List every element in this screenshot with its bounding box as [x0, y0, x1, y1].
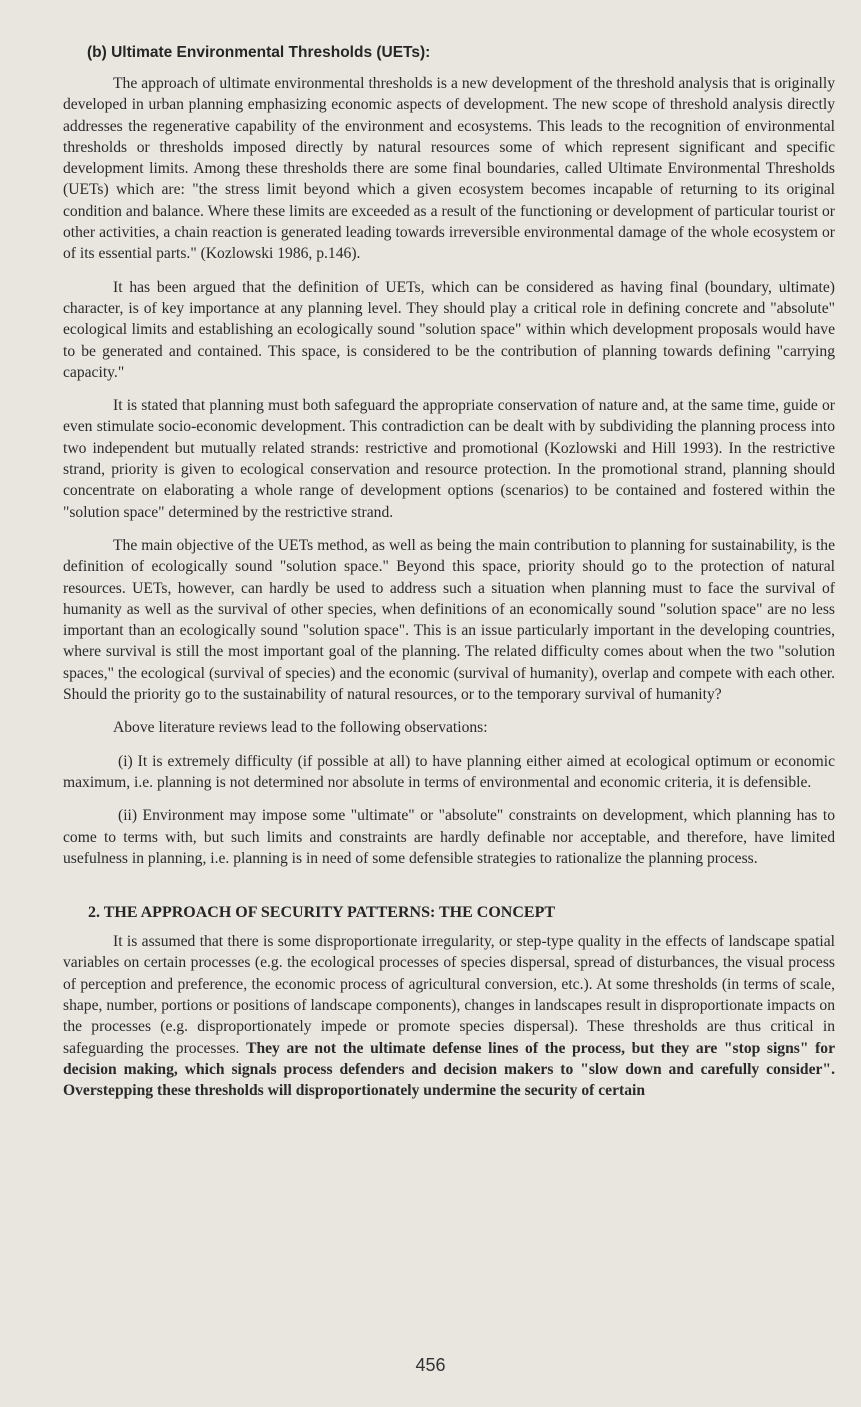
observation-i: (i) It is extremely difficulty (if possible at all) to have planning either aimed at ecological optimum or economic maximum, i.e. planning is not determined nor absolute in terms of environmental and economic criteria, it is defensible.: [63, 752, 835, 791]
paragraph-uets-approach: The approach of ultimate environmental thresholds is a new development of the threshold analysis that is originally developed in urban planning emphasizing economic aspects of development. The new scope of threshold analysis directly addresses the regenerative capability of the environment and ecosystems. This leads to the recognition of environmental thresholds or thresholds imposed directly by natural resources some of which represent significant and specific development limits. Among these thresholds there are some final boundaries, called Ultimate Environmental Thresholds (UETs) which are: "the stress limit beyond which a given ecosystem becomes incapable of returning to its original condition and balance. Where these limits are exceeded as a result of the functioning or development of particular tourist or other activities, a chain reaction is generated leading towards irreversible environmental damage of the whole ecosystem or of its essential parts." (Kozlowski 1986, p.146).: [63, 75, 835, 263]
paragraph-bold-text: They are not the ultimate defense lines of the process, but they are "stop signs" for decision making, which signals process defenders and decision makers to "slow down and carefully consider". Overstepping these thresholds will disproportionately undermine the security of certain: [63, 1039, 836, 1100]
paragraph-observations-intro: Above literature reviews lead to the following observations:: [113, 719, 488, 737]
paragraph-uets-definition: It has been argued that the definition of UETs, which can be considered as having final (boundary, ultimate) character, is of key importance at any planning level. They should play a critical role in defining concrete and "absolute" ecological limits and establishing an ecologically sound "solution space" within which development proposals would have to be generated and contained. This space, is considered to be the contribution of planning towards defining "carrying capacity.": [63, 278, 835, 381]
section-heading-security-patterns: 2. THE APPROACH OF SECURITY PATTERNS: THE CONCEPT: [88, 904, 556, 922]
paragraph-normal-text: It is assumed that there is some disproportionate irregularity, or step-type quality in the effects of landscape spatial variables on certain processes (e.g. the ecological processes of species dispersal, spread of disturbances, the visual process of perception and preference, the economic process of agricultural conversion, etc.). At some thresholds (in terms of scale, shape, number, portions or positions of landscape components), changes in landscapes result in disproportionate impacts on the processes (e.g. disproportionately impede or promote species dispersal). These thresholds are thus critical in safeguarding the processes.: [63, 933, 835, 1057]
section-heading-uets: (b) Ultimate Environmental Thresholds (UETs):: [87, 44, 431, 61]
paragraph-planning-strands: It is stated that planning must both safeguard the appropriate conservation of nature and, at the same time, guide or even stimulate socio-economic development. This contradiction can be dealt with by subdividing the planning process into two independent but mutually related strands: restrictive and promotional (Kozlowski and Hill 1993). In the restrictive strand, priority is given to ecological conservation and resource protection. In the promotional strand, planning should concentrate on elaborating a whole range of development options (scenarios) to be contained and fostered within the "solution space" determined by the restrictive strand.: [63, 397, 835, 521]
paragraph-solution-space: The main objective of the UETs method, as well as being the main contribution to planning for sustainability, is the definition of ecologically sound "solution space." Beyond this space, priority should go to the protection of natural resources. UETs, however, can hardly be used to address such a situation when planning must to face the survival of humanity as well as the survival of other species, when definitions of an economically sound "solution space" are no less important than an ecologically sound "solution space". This is an issue particularly important in the developing countries, where survival is still the most important goal of the planning. The related difficulty comes about when the two "solution spaces," the ecological (survival of species) and the economic (survival of humanity), overlap and compete with each other. Should the priority go to the sustainability of natural resources, or to the temporary survival of humanity?: [63, 536, 835, 704]
paragraph-security-patterns-concept: [63, 931, 835, 1101]
observation-ii: (ii) Environment may impose some "ultimate" or "absolute" constraints on development, which planning has to come to terms with, but such limits and constraints are hardly definable nor acceptable, and therefore, have limited usefulness in planning, i.e. planning is in need of some defensible strategies to rationalize the planning process.: [63, 807, 835, 867]
page-number: 456: [415, 1355, 446, 1375]
page-content: [63, 42, 835, 1113]
